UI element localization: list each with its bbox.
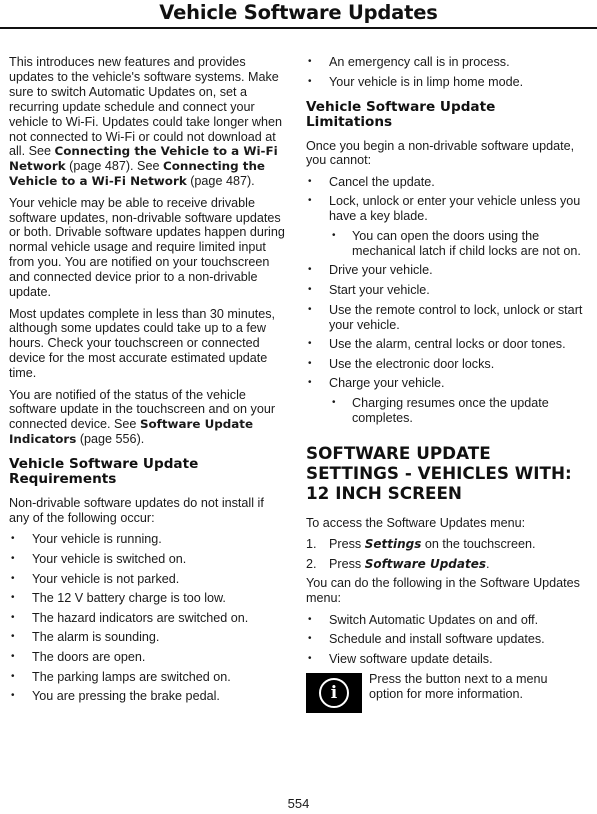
intro-page-ref-1: (page 487). See — [65, 159, 163, 174]
limitations-intro: Once you begin a non-drivable software update, you cannot: — [306, 138, 575, 168]
update-duration-paragraph: Most updates complete in less than 30 minutes, although some updates could take up to a few hours. Check your touchscreen or connected device for the most accurate estimated update time. — [9, 306, 276, 381]
list-item: • The parking lamps are switched on. — [9, 670, 285, 685]
intro-text: This introduces new features and provides updates to the vehicle's software systems. Make sure to switch Automatic Updates on, set a recurring update schedule and connect your vehicle to Wi-Fi. Updates could take longer when not connected to Wi-Fi or could not download at all. See — [9, 55, 282, 159]
settings-control-label: Settings — [364, 537, 422, 552]
list-item: • Schedule and install software updates. — [306, 632, 585, 647]
access-instructions: To access the Software Updates menu: — [306, 515, 526, 530]
status-text: You are notified of the status of the vehicle software update in the touchscreen and on your connected device. See — [9, 387, 276, 432]
list-item: • Cancel the update. — [306, 175, 585, 190]
menu-options-intro: You can do the following in the Software Updates menu: — [306, 576, 580, 606]
step-item — [306, 537, 585, 552]
list-item: • Switch Automatic Updates on and off. — [306, 613, 585, 628]
header-divider — [0, 27, 597, 29]
list-item: • An emergency call is in process. — [306, 55, 585, 70]
left-column — [9, 55, 285, 709]
step-item — [306, 557, 585, 572]
step-text: Press — [329, 556, 365, 571]
list-item: • You are pressing the brake pedal. — [9, 689, 285, 704]
list-item: • The alarm is sounding. — [9, 630, 285, 645]
intro-page-ref-2: (page 487). — [186, 174, 255, 189]
list-item: • Use the alarm, central locks or door tones. — [306, 337, 585, 352]
step-text: . — [486, 556, 490, 571]
menu-options-list — [306, 613, 585, 667]
list-item: • The hazard indicators are switched on. — [9, 611, 285, 626]
list-item: • Your vehicle is switched on. — [9, 552, 285, 567]
requirements-list-continued — [306, 55, 585, 90]
requirements-intro: Non-drivable software updates do not install if any of the following occur: — [9, 496, 264, 526]
limitations-heading: Vehicle Software Update Limitations — [306, 98, 496, 130]
list-item: • Use the remote control to lock, unlock or start your vehicle. — [306, 303, 585, 333]
step-number: 1. — [306, 537, 317, 552]
step-number: 2. — [306, 556, 317, 571]
page-title: Vehicle Software Updates — [159, 1, 438, 24]
requirements-list — [9, 532, 285, 704]
status-page-ref: (page 556). — [76, 432, 145, 447]
list-item: • Drive your vehicle. — [306, 263, 585, 278]
sub-list-item: • Charging resumes once the update completes. — [306, 396, 585, 426]
info-note — [306, 673, 585, 713]
indicators-link[interactable]: Software Update Indicators — [9, 417, 254, 447]
requirements-heading: Vehicle Software Update Requirements — [9, 456, 199, 488]
wifi-link-2[interactable]: Connecting the Vehicle to a Wi-Fi Network — [9, 159, 265, 189]
list-item: • Charge your vehicle. — [306, 376, 585, 391]
page-number: 554 — [287, 796, 310, 811]
list-item: • Your vehicle is running. — [9, 532, 285, 547]
wifi-link-1[interactable]: Connecting the Vehicle to a Wi-Fi Network — [9, 144, 278, 174]
list-item: • The 12 V battery charge is too low. — [9, 591, 285, 606]
list-item: • View software update details. — [306, 652, 585, 667]
sub-list-item: • You can open the doors using the mechanical latch if child locks are not on. — [306, 229, 585, 259]
info-glyph: i — [319, 678, 349, 708]
limitations-list — [306, 175, 585, 426]
update-types-paragraph: Your vehicle may be able to receive drivable software updates, non-drivable software updates or both. Drivable software updates happen during normal vehicle usage and require limited input from you. You are notified on your touchscreen and connected device prior to a non-drivable update. — [9, 195, 285, 300]
list-item: • Start your vehicle. — [306, 283, 585, 298]
info-icon — [306, 673, 362, 713]
list-item: • Your vehicle is in limp home mode. — [306, 75, 585, 90]
software-updates-control-label: Software Updates — [364, 556, 487, 571]
right-column — [306, 55, 585, 713]
settings-section-heading: SOFTWARE UPDATE SETTINGS - VEHICLES WITH: 12 INCH SCREEN — [306, 442, 572, 503]
list-item: • Lock, unlock or enter your vehicle unless you have a key blade. — [306, 194, 585, 224]
intro-paragraph — [9, 55, 285, 189]
info-note-text: Press the button next to a menu option for more information. — [369, 671, 548, 701]
list-item: • Your vehicle is not parked. — [9, 572, 285, 587]
list-item: • The doors are open. — [9, 650, 285, 665]
page-header — [0, 0, 597, 32]
step-text: Press — [329, 537, 365, 552]
list-item: • Use the electronic door locks. — [306, 357, 585, 372]
status-paragraph — [9, 388, 285, 448]
steps-list — [306, 537, 585, 572]
step-text: on the touchscreen. — [421, 537, 536, 552]
